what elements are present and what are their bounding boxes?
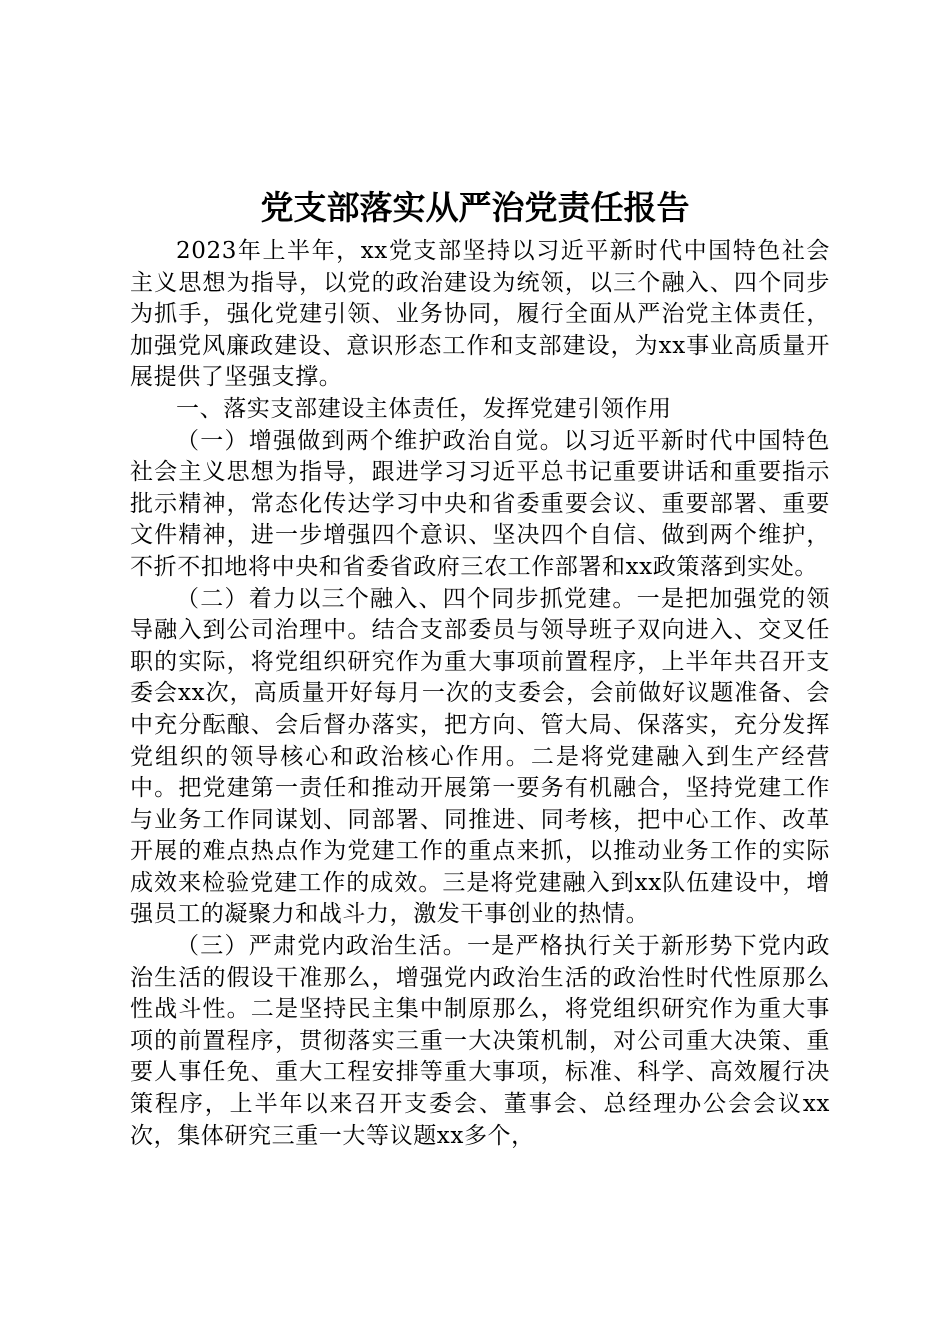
- paragraph-item-2: （二）着力以三个融入、四个同步抓党建。一是把加强党的领导融入到公司治理中。结合支部委员与领导班子双向进入、交叉任职的实际，将党组织研究作为重大事项前置程序，上半年共召开支委会xx次，高质量开好每月一次的支委会，会前做好议题准备、会中充分酝酿、会后督办落实，把方向、管大局、保落实，充分发挥党组织的领导核心和政治核心作用。二是将党建融入到生产经营中。把党建第一责任和推动开展第一要务有机融合，坚持党建工作与业务工作同谋划、同部署、同推进、同考核，把中心工作、改革开展的难点热点作为党建工作的重点来抓，以推动业务工作的实际成效来检验党建工作的成效。三是将党建融入到xx队伍建设中，增强员工的凝聚力和战斗力，激发干事创业的热情。: [130, 585, 830, 928]
- paragraph-item-1: （一）增强做到两个维护政治自觉。以习近平新时代中国特色社会主义思想为指导，跟进学习习近平总书记重要讲话和重要指示批示精神，常态化传达学习中央和省委重要会议、重要部署、重要文件精神，进一步增强四个意识、坚决四个自信、做到两个维护，不折不扣地将中央和省委省政府三农工作部署和xx政策落到实处。: [130, 427, 830, 580]
- intro-paragraph: 2023年上半年，xx党支部坚持以习近平新时代中国特色社会主义思想为指导，以党的政治建设为统领，以三个融入、四个同步为抓手，强化党建引领、业务协同，履行全面从严治党主体责任，加强党风廉政建设、意识形态工作和支部建设，为xx事业高质量开展提供了坚强支撑。: [130, 238, 830, 391]
- document-title: 党支部落实从严治党责任报告: [260, 188, 690, 227]
- section-heading-1: 一、落实支部建设主体责任，发挥党建引领作用: [176, 395, 672, 422]
- document-body: [130, 236, 830, 1152]
- paragraph-item-3: （三）严肃党内政治生活。一是严格执行关于新形势下党内政治生活的假设干准那么，增强党内政治生活的政治性时代性原那么性战斗性。二是坚持民主集中制原那么，将党组织研究作为重大事项的前置程序，贯彻落实三重一大决策机制，对公司重大决策、重要人事任免、重大工程安排等重大事项，标准、科学、高效履行决策程序，上半年以来召开支委会、董事会、总经理办公会会议xx次，集体研究三重一大等议题xx多个，: [130, 933, 830, 1149]
